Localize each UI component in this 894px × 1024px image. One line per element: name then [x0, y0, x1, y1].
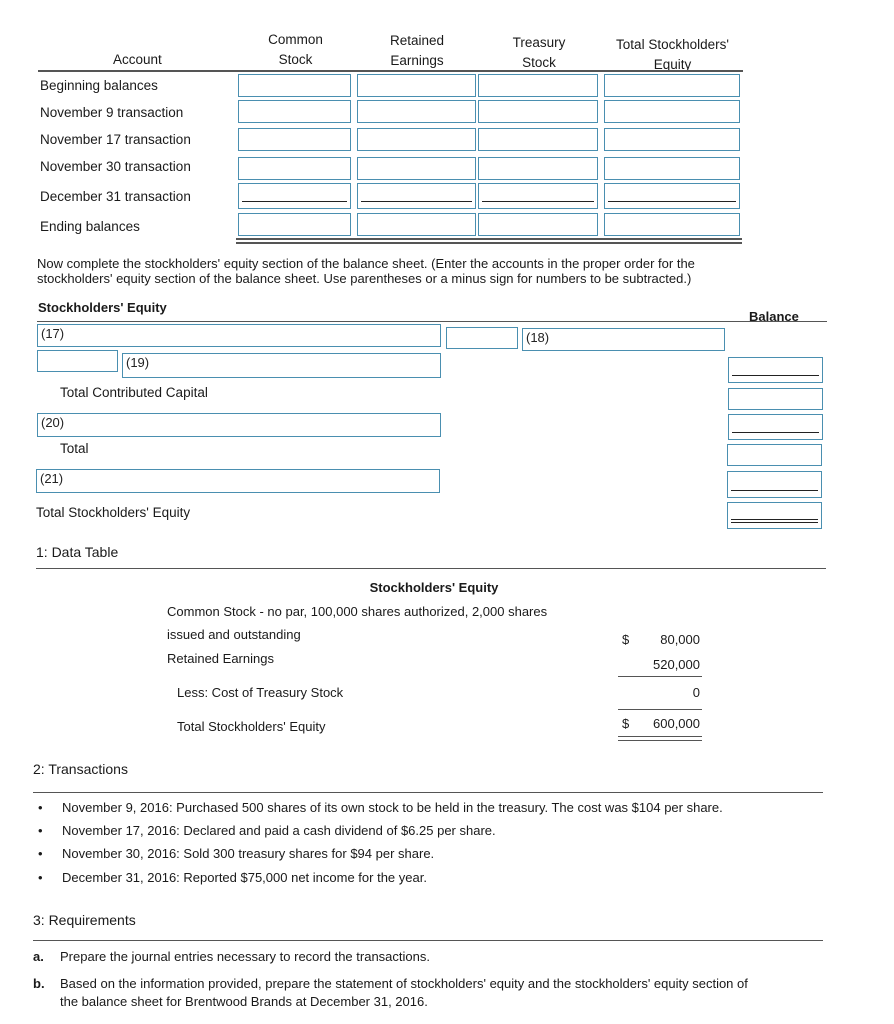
equity-input[interactable] [604, 74, 740, 97]
transaction-item: November 30, 2016: Sold 300 treasury shares for $94 per share. [62, 846, 435, 861]
divider [618, 709, 702, 710]
value: 600,000 [653, 716, 700, 731]
divider [33, 940, 823, 941]
divider [618, 740, 702, 741]
account-input-18[interactable] [522, 328, 725, 351]
row-label: November 9 transaction [40, 105, 184, 120]
balance-header: Balance [749, 309, 799, 324]
amount-input-19[interactable] [37, 350, 118, 372]
data-table-heading: 1: Data Table [36, 544, 119, 560]
header-line: Common [268, 32, 323, 47]
equity-input[interactable] [604, 183, 740, 209]
divider [236, 242, 742, 244]
equity-input[interactable] [604, 100, 740, 123]
divider [618, 676, 702, 677]
placeholder: (17) [41, 326, 65, 341]
placeholder: (18) [526, 330, 550, 345]
bullet-icon: • [38, 846, 43, 861]
header-retained-earnings [357, 33, 477, 68]
data-line: Total Stockholders' Equity [177, 719, 326, 734]
total-contributed-label: Total Contributed Capital [60, 385, 208, 400]
equity-input[interactable] [357, 100, 476, 123]
header-line: Stock [278, 52, 313, 67]
instruction-text: stockholders' equity section of the balance sheet. Use parentheses or a minus sign for numbers to be subtracted.) [37, 271, 692, 286]
requirement-label: b. [33, 976, 45, 991]
divider [33, 792, 823, 793]
equity-input[interactable] [357, 128, 476, 151]
data-table-title: Stockholders' Equity [369, 580, 499, 595]
header-line: Equity [653, 57, 692, 72]
balance-sheet-title: Stockholders' Equity [38, 300, 167, 315]
equity-input[interactable] [238, 213, 351, 236]
balance-input[interactable] [727, 502, 822, 529]
value: 80,000 [660, 632, 700, 647]
equity-input[interactable] [238, 157, 351, 180]
instruction-text: Now complete the stockholders' equity section of the balance sheet. (Enter the accounts in the proper order for the [37, 256, 695, 271]
requirements-heading: 3: Requirements [33, 912, 136, 928]
requirement-label: a. [33, 949, 44, 964]
equity-input[interactable] [604, 213, 740, 236]
requirement-text: the balance sheet for Brentwood Brands at December 31, 2016. [60, 994, 428, 1009]
equity-input[interactable] [604, 157, 740, 180]
account-input-20[interactable] [37, 413, 441, 437]
header-treasury-stock [478, 35, 600, 70]
value: 0 [692, 685, 700, 700]
account-input-21[interactable] [36, 469, 440, 493]
equity-input[interactable] [357, 74, 476, 97]
data-line: Retained Earnings [167, 651, 274, 666]
equity-input[interactable] [238, 100, 351, 123]
transaction-item: November 9, 2016: Purchased 500 shares of its own stock to be held in the treasury. The cost was $104 per share. [62, 800, 723, 815]
divider [38, 70, 743, 72]
row-label: November 17 transaction [40, 132, 191, 147]
row-label: Ending balances [40, 219, 140, 234]
transaction-item: December 31, 2016: Reported $75,000 net income for the year. [62, 870, 427, 885]
equity-input[interactable] [478, 74, 598, 97]
placeholder: (20) [41, 415, 65, 430]
header-line: Retained [389, 33, 445, 48]
equity-input[interactable] [604, 128, 740, 151]
equity-input[interactable] [478, 183, 598, 209]
equity-input[interactable] [238, 183, 351, 209]
data-line: Less: Cost of Treasury Stock [177, 685, 344, 700]
currency-sign: $ [622, 716, 630, 731]
data-line: Common Stock - no par, 100,000 shares authorized, 2,000 shares [167, 604, 548, 619]
header-common-stock [238, 32, 353, 67]
divider [37, 321, 827, 322]
equity-input[interactable] [478, 128, 598, 151]
balance-input[interactable] [728, 388, 823, 410]
equity-input[interactable] [357, 183, 476, 209]
divider [236, 238, 742, 240]
divider [618, 736, 702, 737]
balance-input[interactable] [728, 357, 823, 383]
account-input-19[interactable] [122, 353, 441, 378]
divider [36, 568, 826, 569]
header-line: Earnings [390, 53, 444, 68]
placeholder: (21) [40, 471, 64, 486]
row-label: November 30 transaction [40, 159, 191, 174]
bullet-icon: • [38, 823, 43, 838]
currency-sign: $ [622, 632, 630, 647]
requirement-text: Based on the information provided, prepare the statement of stockholders' equity and the stockholders' equity section of [60, 976, 748, 991]
balance-input[interactable] [727, 471, 822, 498]
requirement-text: Prepare the journal entries necessary to record the transactions. [60, 949, 430, 964]
equity-input[interactable] [357, 157, 476, 180]
balance-input[interactable] [728, 414, 823, 440]
header-line: Stock [522, 55, 556, 70]
transaction-item: November 17, 2016: Declared and paid a cash dividend of $6.25 per share. [62, 823, 496, 838]
bullet-icon: • [38, 870, 43, 885]
header-account: Account [113, 52, 162, 67]
equity-input[interactable] [478, 213, 598, 236]
amount-input-17[interactable] [446, 327, 518, 349]
equity-input[interactable] [478, 157, 598, 180]
header-line: Total Stockholders' [616, 37, 729, 52]
equity-input[interactable] [238, 74, 351, 97]
row-label: Beginning balances [40, 78, 158, 93]
balance-input[interactable] [727, 444, 822, 466]
header-total-equity [600, 37, 745, 72]
total-equity-label: Total Stockholders' Equity [36, 505, 191, 520]
value: 520,000 [653, 657, 700, 672]
placeholder: (19) [126, 355, 150, 370]
account-input-17[interactable] [37, 324, 441, 347]
header-line: Treasury [512, 35, 566, 50]
row-label: December 31 transaction [40, 189, 191, 204]
transactions-heading: 2: Transactions [33, 761, 128, 777]
data-line: issued and outstanding [167, 627, 301, 642]
total-label: Total [60, 441, 89, 456]
bullet-icon: • [38, 800, 43, 815]
equity-input[interactable] [478, 100, 598, 123]
equity-input[interactable] [357, 213, 476, 236]
equity-input[interactable] [238, 128, 351, 151]
